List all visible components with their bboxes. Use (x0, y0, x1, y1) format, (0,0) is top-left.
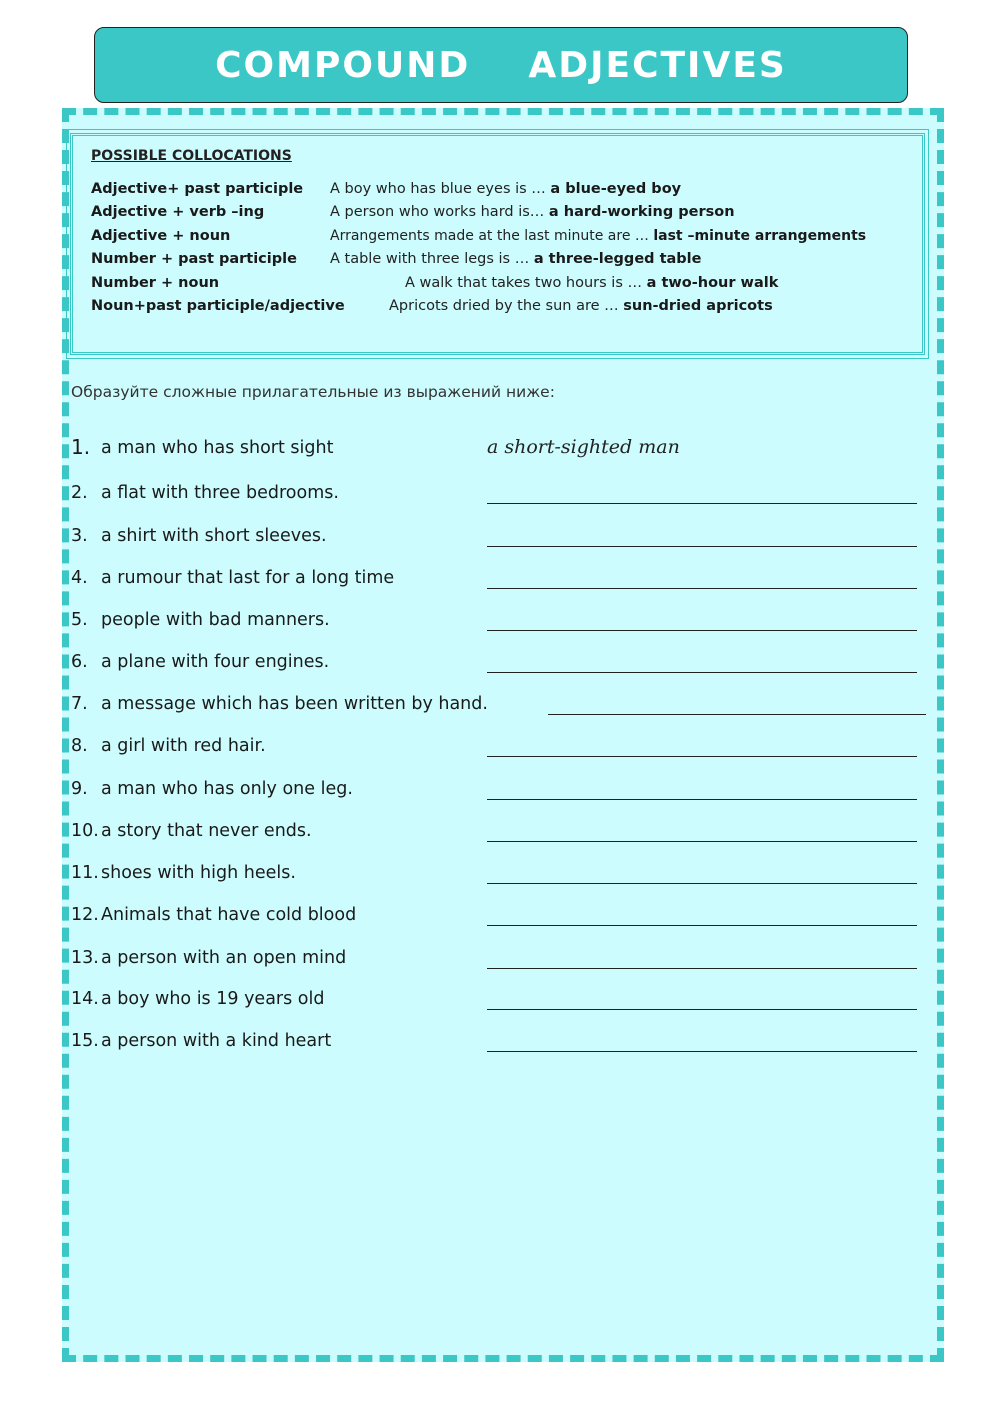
answer-line[interactable] (487, 841, 917, 842)
answer-line[interactable] (487, 799, 917, 800)
item-phrase: a message which has been written by hand. (101, 694, 488, 714)
item-phrase: a story that never ends. (101, 821, 312, 841)
item-number: 8. (71, 736, 88, 756)
example-text: Arrangements made at the last minute are … (330, 228, 649, 244)
example-answer: a three-legged table (533, 251, 702, 267)
answer-line[interactable] (487, 756, 917, 757)
collocation-example (389, 298, 773, 314)
example-text: A boy who has blue eyes is … (330, 181, 546, 197)
title-banner (94, 27, 908, 103)
item-phrase: a man who has short sight (101, 438, 334, 458)
item-phrase: a man who has only one leg. (101, 779, 353, 799)
item-phrase: a shirt with short sleeves. (101, 526, 327, 546)
answer-line[interactable] (487, 1051, 917, 1052)
item-number: 12. (71, 905, 99, 925)
item-phrase: shoes with high heels. (101, 863, 296, 883)
item-phrase: a rumour that last for a long time (101, 568, 395, 588)
example-answer: a blue-eyed boy (550, 181, 682, 197)
collocation-pattern: Noun+past participle/adjective (91, 298, 345, 314)
page-title: COMPOUND ADJECTIVES (215, 44, 787, 86)
instruction-text: Образуйте сложные прилагательные из выражений ниже: (71, 383, 555, 401)
item-number: 15. (71, 1031, 99, 1051)
item-number: 2. (71, 483, 88, 503)
item-number: 11. (71, 863, 99, 883)
item-number: 1. (71, 435, 91, 459)
item-number: 10. (71, 821, 99, 841)
item-phrase: a person with a kind heart (101, 1031, 332, 1051)
item-number: 6. (71, 652, 88, 672)
item-number: 4. (71, 568, 88, 588)
collocation-example (330, 204, 735, 220)
answer-line[interactable] (487, 588, 917, 589)
collocation-pattern: Adjective + verb –ing (91, 204, 265, 220)
collocation-example (330, 251, 701, 267)
item-phrase: Animals that have cold blood (101, 905, 357, 925)
item-phrase: a girl with red hair. (101, 736, 266, 756)
collocation-pattern: Adjective+ past participle (91, 181, 304, 197)
item-phrase: a flat with three bedrooms. (101, 483, 339, 503)
example-text: A person who works hard is… (330, 204, 545, 220)
item-number: 13. (71, 948, 99, 968)
example-answer: a hard-working person (548, 204, 735, 220)
example-text: Apricots dried by the sun are … (389, 298, 619, 314)
example-text: A table with three legs is … (330, 251, 530, 267)
answer-line[interactable] (487, 672, 917, 673)
example-text: A walk that takes two hours is … (405, 275, 642, 291)
item-number: 5. (71, 610, 88, 630)
item-number: 14. (71, 989, 99, 1009)
collocation-example (330, 228, 866, 244)
answer-line[interactable] (487, 925, 917, 926)
collocation-example (405, 275, 778, 291)
collocations-box (70, 133, 925, 355)
item-phrase: a plane with four engines. (101, 652, 330, 672)
collocation-pattern: Number + past participle (91, 251, 297, 267)
example-handwritten-answer: a short-sighted man (487, 436, 680, 458)
example-answer: a two-hour walk (646, 275, 779, 291)
answer-line[interactable] (487, 546, 917, 547)
example-answer: last –minute arrangements (653, 228, 867, 244)
answer-line[interactable] (487, 630, 917, 631)
item-phrase: people with bad manners. (101, 610, 330, 630)
collocation-pattern: Number + noun (91, 275, 220, 291)
item-phrase: a person with an open mind (101, 948, 347, 968)
answer-line[interactable] (487, 1009, 917, 1010)
item-number: 7. (71, 694, 88, 714)
example-answer: sun-dried apricots (623, 298, 773, 314)
answer-line[interactable] (487, 968, 917, 969)
item-phrase: a boy who is 19 years old (101, 989, 325, 1009)
answer-line[interactable] (548, 714, 926, 715)
answer-line[interactable] (487, 503, 917, 504)
answer-line[interactable] (487, 883, 917, 884)
collocation-example (330, 181, 681, 197)
collocations-heading: POSSIBLE COLLOCATIONS (91, 148, 292, 164)
item-number: 3. (71, 526, 88, 546)
item-number: 9. (71, 779, 88, 799)
collocation-pattern: Adjective + noun (91, 228, 231, 244)
